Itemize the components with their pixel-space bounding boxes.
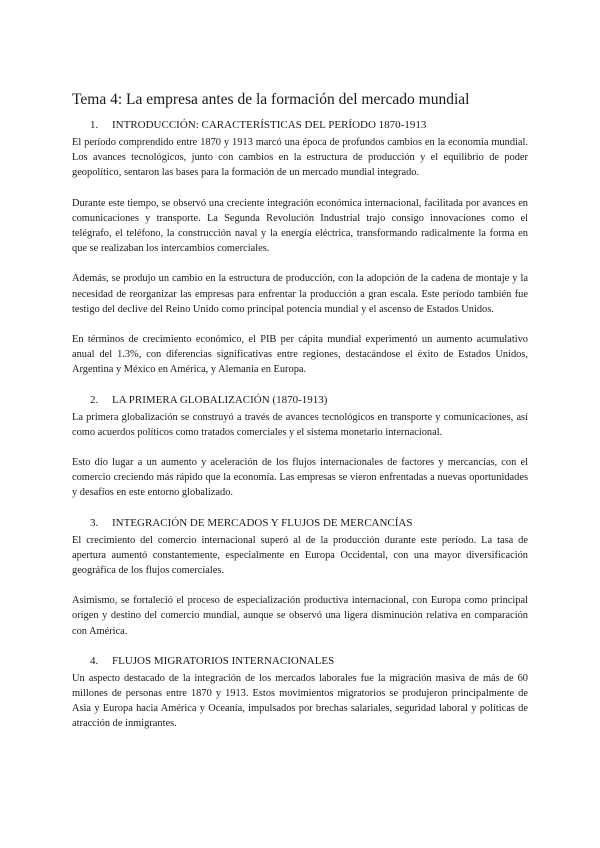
- section-flujos-migratorios: [72, 654, 528, 732]
- section-number: 2.: [90, 393, 99, 406]
- paragraph: Esto dio lugar a un aumento y aceleración de los flujos internacionales de factores y mercancías, con el comercio creciendo más rápido que la economía. Las empresas se vieron enfrentadas a nuevas oportunidades y desafíos en este entorno globalizado.: [72, 457, 528, 499]
- section-introduccion: [72, 118, 528, 378]
- section-heading: [72, 118, 528, 133]
- section-heading-text: INTEGRACIÓN DE MERCADOS Y FLUJOS DE MERCANCÍAS: [112, 516, 413, 529]
- section-heading-text: LA PRIMERA GLOBALIZACIÓN (1870-1913): [112, 393, 328, 406]
- paragraph: Asimismo, se fortaleció el proceso de especialización productiva internacional, con Europa como principal origen y destino del comercio mundial, aunque se observó una ligera disminución relativa en comparación con América.: [72, 595, 528, 637]
- paragraph: El período comprendido entre 1870 y 1913 marcó una época de profundos cambios en la economía mundial. Los avances tecnológicos, junto con cambios en la estructura de producción y el equilibrio de poder geopolítico, sentaron las bases para la formación de un mercado mundial integrado.: [72, 137, 528, 179]
- document-title: Tema 4: La empresa antes de la formación del mercado mundial: [72, 91, 470, 108]
- section-heading: [72, 393, 528, 408]
- section-number: 3.: [90, 516, 99, 529]
- paragraph: La primera globalización se construyó a través de avances tecnológicos en transporte y comunicaciones, así como acuerdos políticos como tratados comerciales y el sistema monetario internacional.: [72, 411, 528, 438]
- paragraph: Un aspecto destacado de la integración de los mercados laborales fue la migración masiva de más de 60 millones de personas entre 1870 y 1913. Estos movimientos migratorios se produjeron principalmente de Asia y Europa hacia América y Oceanía, impulsados por brechas salariales, seguridad laboral y políticas de atracción de inmigrantes.: [72, 672, 528, 730]
- section-primera-globalizacion: [72, 393, 528, 501]
- paragraph: En términos de crecimiento económico, el PIB per cápita mundial experimentó un aumento acumulativo anual del 1.3%, con diferencias significativas entre regiones, destacándose el éxito de Estados Unidos, Argentina y México en América, y Alemania en Europa.: [72, 334, 528, 376]
- section-heading-text: FLUJOS MIGRATORIOS INTERNACIONALES: [112, 654, 335, 667]
- section-heading: [72, 654, 528, 669]
- section-heading: [72, 516, 528, 531]
- section-heading-text: INTRODUCCIÓN: CARACTERÍSTICAS DEL PERÍODO 1870-1913: [112, 119, 427, 131]
- paragraph: El crecimiento del comercio internacional superó al de la producción durante este período. La tasa de apertura aumentó constantemente, especialmente en Europa Occidental, con una mayor diversificación geográfica de los flujos comerciales.: [72, 534, 528, 577]
- paragraph: Además, se produjo un cambio en la estructura de producción, con la adopción de la cadena de montaje y la necesidad de reorganizar las empresas para enfrentar la producción a gran escala. Este período también fue testigo del declive del Reino Unido como principal potencia mundial y el ascenso de Estados Unidos.: [72, 273, 528, 315]
- section-number: 1.: [90, 119, 99, 131]
- paragraph: Durante este tiempo, se observó una creciente integración económica internacional, facilitada por avances en comunicaciones y transporte. La Segunda Revolución Industrial trajo consigo innovaciones como el telégrafo, el teléfono, la construcción naval y la energía eléctrica, transformando radicalmente la forma en que se realizaban los intercambios comerciales.: [72, 197, 528, 255]
- section-integracion-mercados: [72, 516, 528, 639]
- section-number: 4.: [90, 654, 99, 667]
